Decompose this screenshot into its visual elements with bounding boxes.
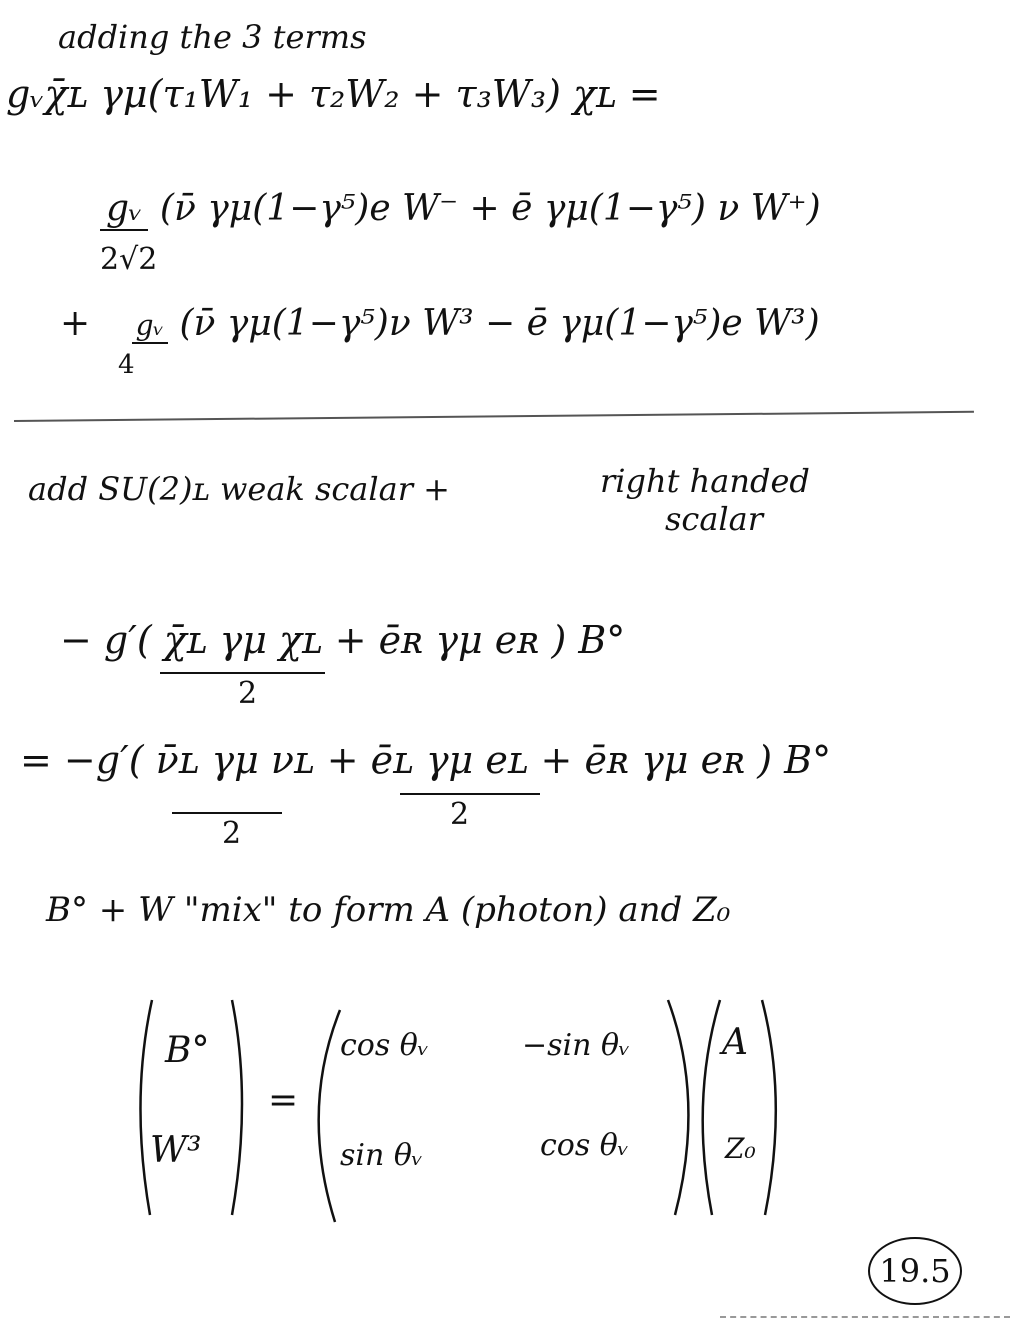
rot-cos-22: cos θᵥ — [540, 1128, 630, 1163]
equation-line-5: = −g′( ν̄ʟ γμ νʟ + ēʟ γμ eʟ + ēʀ γμ eʀ ) B° — [20, 738, 832, 782]
lhs-right-paren — [232, 1000, 242, 1215]
rot-cos-11: cos θᵥ — [340, 1028, 430, 1063]
fraction-bar-4 — [160, 672, 325, 674]
section-note-left: add SU(2)ʟ weak scalar + — [28, 470, 450, 508]
denominator-5a: 2 — [222, 816, 242, 851]
rhs-left-paren — [703, 1000, 720, 1215]
equation-line-3-body: (ν̄ γμ(1−γ⁵)ν W³ − ē γμ(1−γ⁵)e W³) — [179, 303, 820, 344]
matrix-equals: = — [268, 1080, 299, 1121]
section-note-right: right handed — [600, 462, 810, 500]
section-divider — [14, 411, 974, 422]
coefficient-denominator-4: 4 — [118, 350, 135, 380]
bottom-scan-edge — [720, 1316, 1010, 1318]
mixing-note: B° + W "mix" to form A (photon) and Z₀ — [46, 890, 731, 930]
page-number: 19.5 — [879, 1252, 951, 1290]
heading-note: adding the 3 terms — [58, 18, 367, 56]
coefficient-gw-quarter: gᵥ — [132, 309, 168, 344]
matrix-brackets — [0, 990, 1016, 1230]
rot-sin-21: sin θᵥ — [340, 1138, 424, 1173]
coefficient-gw: gᵥ — [100, 188, 148, 231]
equation-line-4: − g′( χ̄ʟ γμ χʟ + ēʀ γμ eʀ ) B° — [60, 618, 626, 662]
coefficient-denominator: 2√2 — [100, 242, 158, 277]
rot-right-paren — [668, 1000, 688, 1215]
equation-line-2 — [100, 188, 821, 231]
lhs-w3: W³ — [150, 1130, 202, 1171]
lhs-b0: B° — [165, 1030, 210, 1071]
rhs-a-photon: A — [722, 1022, 748, 1063]
section-note-right-2: scalar — [665, 500, 764, 538]
fraction-bar-5a — [172, 812, 282, 814]
rhs-z0: Z₀ — [725, 1132, 756, 1165]
rot-sin-12: −sin θᵥ — [522, 1028, 631, 1063]
page-number-circle — [868, 1237, 962, 1305]
fraction-bar-5b — [400, 793, 540, 795]
plus-sign: + — [60, 303, 91, 344]
equation-line-2-body: (ν̄ γμ(1−γ⁵)e W⁻ + ē γμ(1−γ⁵) ν W⁺) — [159, 188, 821, 229]
equation-line-3 — [60, 303, 820, 344]
denominator-5b: 2 — [450, 797, 470, 832]
lhs-left-paren — [140, 1000, 152, 1215]
equation-line-1: gᵥχ̄ʟ γμ(τ₁W₁ + τ₂W₂ + τ₃W₃) χʟ = — [6, 72, 661, 116]
denominator-4: 2 — [238, 676, 258, 711]
rot-left-paren — [319, 1010, 340, 1222]
rhs-right-paren — [762, 1000, 776, 1215]
